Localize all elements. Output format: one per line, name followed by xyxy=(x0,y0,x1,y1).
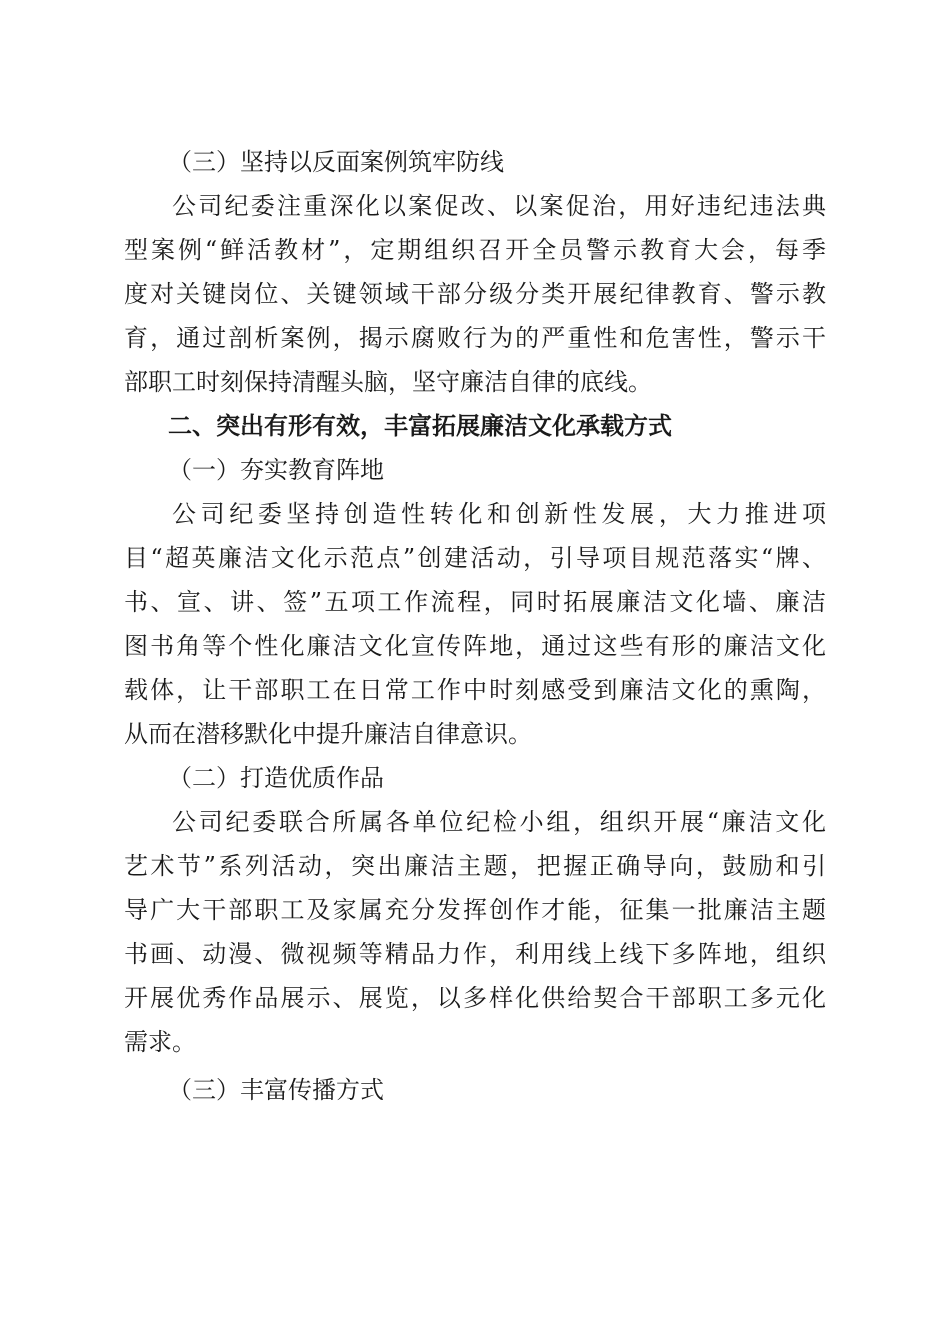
paragraph-line: 公司纪委联合所属各单位纪检小组，组织开展“廉洁文化 xyxy=(172,808,826,836)
section-subheading-3-communication: （三）丰富传播方式 xyxy=(168,1076,384,1104)
paragraph-line: 载体，让干部职工在日常工作中时刻感受到廉洁文化的熏陶， xyxy=(124,676,826,704)
paragraph-education-base xyxy=(124,492,826,756)
section-heading-2: 二、突出有形有效，丰富拓展廉洁文化承载方式 xyxy=(168,412,672,440)
section-subheading-3-counter-example: （三）坚持以反面案例筑牢防线 xyxy=(168,148,504,176)
paragraph-line: 目“超英廉洁文化示范点”创建活动，引导项目规范落实“牌、 xyxy=(124,544,826,572)
paragraph-line: 公司纪委注重深化以案促改、以案促治，用好违纪违法典 xyxy=(172,192,826,220)
paragraph-line: 书画、动漫、微视频等精品力作，利用线上线下多阵地，组织 xyxy=(124,940,826,968)
paragraph-line: 育，通过剖析案例，揭示腐败行为的严重性和危害性，警示干 xyxy=(124,324,826,352)
paragraph-line: 图书角等个性化廉洁文化宣传阵地，通过这些有形的廉洁文化 xyxy=(124,632,826,660)
section-subheading-1-education-base: （一）夯实教育阵地 xyxy=(168,456,384,484)
paragraph-warning-education xyxy=(124,184,826,404)
paragraph-line: 公司纪委坚持创造性转化和创新性发展，大力推进项 xyxy=(172,500,826,528)
section-subheading-2-quality-works: （二）打造优质作品 xyxy=(168,764,384,792)
paragraph-line: 度对关键岗位、关键领域干部分级分类开展纪律教育、警示教 xyxy=(124,280,826,308)
paragraph-line: 开展优秀作品展示、展览，以多样化供给契合干部职工多元化 xyxy=(124,984,826,1012)
document-body xyxy=(124,140,826,1112)
paragraph-line: 导广大干部职工及家属充分发挥创作才能，征集一批廉洁主题 xyxy=(124,896,826,924)
paragraph-line: 需求。 xyxy=(124,1028,196,1056)
paragraph-line: 型案例“鲜活教材”，定期组织召开全员警示教育大会，每季 xyxy=(124,236,826,264)
paragraph-line: 艺术节”系列活动，突出廉洁主题，把握正确导向，鼓励和引 xyxy=(124,852,826,880)
paragraph-line: 从而在潜移默化中提升廉洁自律意识。 xyxy=(124,720,532,748)
paragraph-quality-works xyxy=(124,800,826,1064)
paragraph-line: 书、宣、讲、签”五项工作流程，同时拓展廉洁文化墙、廉洁 xyxy=(124,588,826,616)
paragraph-line: 部职工时刻保持清醒头脑，坚守廉洁自律的底线。 xyxy=(124,368,652,396)
